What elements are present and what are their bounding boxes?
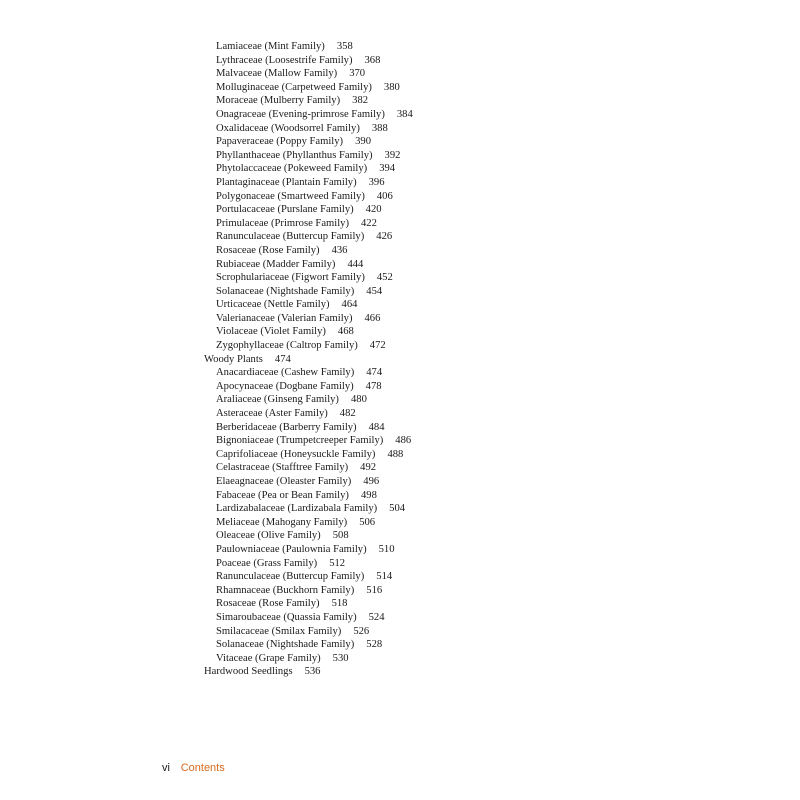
- toc-entry-title: Lardizabalaceae (Lardizabala Family): [216, 503, 378, 515]
- toc-entry-title: Zygophyllaceae (Caltrop Family): [216, 340, 358, 352]
- toc-entry-title: Moraceae (Mulberry Family): [216, 95, 341, 107]
- toc-entry-page: 406: [376, 190, 393, 202]
- toc-entry-title: Woody Plants: [204, 353, 263, 365]
- toc-entry[interactable]: [204, 366, 413, 380]
- toc-entry-title: Asteraceae (Aster Family): [216, 408, 328, 420]
- toc-entry[interactable]: [204, 611, 413, 625]
- toc-entry-title: Papaveraceae (Poppy Family): [216, 136, 344, 148]
- toc-entry-page: 496: [363, 476, 380, 487]
- toc-entry-title: Hardwood Seedlings: [204, 666, 293, 678]
- toc-entry-title: Elaeagnaceae (Oleaster Family): [216, 476, 352, 487]
- toc-entry-title: Celastraceae (Stafftree Family): [216, 462, 349, 474]
- toc-entry-page: 384: [396, 108, 413, 120]
- toc-entry-page: 394: [379, 163, 396, 175]
- toc-entry-page: 514: [376, 571, 393, 583]
- toc-entry-page: 530: [332, 652, 349, 664]
- page-footer: [162, 762, 225, 774]
- toc-entry-title: Oxalidaceae (Woodsorrel Family): [216, 122, 360, 134]
- toc-entry-page: 484: [368, 421, 385, 433]
- toc-entry-page: 422: [360, 217, 377, 229]
- toc-entry-title: Rhamnaceae (Buckhorn Family): [216, 584, 355, 596]
- toc-entry-page: 472: [369, 340, 386, 352]
- toc-entry-title: Vitaceae (Grape Family): [216, 652, 321, 664]
- toc-entry[interactable]: [204, 502, 413, 516]
- toc-entry-title: Ranunculaceae (Buttercup Family): [216, 571, 365, 583]
- toc-entry-page: 358: [336, 41, 353, 52]
- toc-entry-title: Anacardiaceae (Cashew Family): [216, 367, 355, 379]
- toc-entry[interactable]: [204, 54, 413, 68]
- toc-entry[interactable]: [204, 312, 413, 326]
- toc-entry-page: 444: [347, 258, 364, 270]
- toc-entry[interactable]: [204, 393, 413, 407]
- toc-entry-title: Malvaceae (Mallow Family): [216, 68, 338, 80]
- toc-entry-page: 482: [339, 408, 356, 420]
- toc-entry-title: Valerianaceae (Valerian Family): [216, 312, 353, 324]
- toc-entry[interactable]: [204, 122, 413, 136]
- toc-entry[interactable]: [204, 570, 413, 584]
- toc-entry[interactable]: [204, 244, 413, 258]
- toc-section-entry[interactable]: [204, 353, 413, 367]
- toc-entry-title: Violaceae (Violet Family): [216, 326, 326, 338]
- toc-entry[interactable]: [204, 94, 413, 108]
- toc-entry[interactable]: [204, 108, 413, 122]
- toc-entry-title: Oleaceae (Olive Family): [216, 530, 321, 542]
- toc-entry-page: 528: [366, 639, 383, 651]
- toc-entry[interactable]: [204, 529, 413, 543]
- toc-entry-page: 516: [366, 584, 383, 596]
- toc-entry-page: 466: [364, 312, 381, 324]
- toc-entry-title: Rosaceae (Rose Family): [216, 598, 320, 610]
- toc-entry-page: 506: [359, 516, 376, 528]
- toc-entry-page: 526: [353, 625, 370, 637]
- toc-entry-title: Bignoniaceae (Trumpetcreeper Family): [216, 435, 384, 447]
- toc-entry-page: 464: [341, 299, 358, 311]
- toc-entry-page: 492: [360, 462, 377, 474]
- toc-entry-page: 518: [331, 598, 348, 610]
- toc-entry[interactable]: [204, 652, 413, 666]
- toc-entry-title: Solanaceae (Nightshade Family): [216, 639, 355, 651]
- toc-entry-page: 488: [387, 448, 404, 460]
- toc-entry-page: 474: [274, 353, 291, 365]
- toc-entry-page: 536: [304, 666, 321, 678]
- toc-entry[interactable]: [204, 516, 413, 530]
- toc-entry-page: 498: [360, 489, 377, 501]
- toc-entry[interactable]: [204, 407, 413, 421]
- toc-entry[interactable]: [204, 135, 413, 149]
- toc-entry-title: Polygonaceae (Smartweed Family): [216, 190, 365, 202]
- toc-entry[interactable]: [204, 625, 413, 639]
- toc-entry[interactable]: [204, 298, 413, 312]
- toc-entry-page: 478: [365, 380, 382, 392]
- toc-entry-title: Urticaceae (Nettle Family): [216, 299, 330, 311]
- toc-entry[interactable]: [204, 543, 413, 557]
- toc-entry-title: Poaceae (Grass Family): [216, 557, 318, 569]
- toc-entry-title: Phyllanthaceae (Phyllanthus Family): [216, 149, 373, 161]
- toc-entry-title: Simaroubaceae (Quassia Family): [216, 611, 357, 623]
- toc-entry[interactable]: [204, 162, 413, 176]
- toc-entry-page: 390: [355, 136, 371, 148]
- toc-entry-page: 524: [368, 611, 385, 623]
- toc-entry[interactable]: [204, 489, 413, 503]
- toc-entry[interactable]: [204, 448, 413, 462]
- toc-entry-page: 474: [366, 367, 383, 379]
- toc-entry-page: 504: [389, 503, 406, 515]
- toc-entry-page: 454: [366, 285, 383, 297]
- toc-entry-title: Primulaceae (Primrose Family): [216, 217, 349, 229]
- toc-entry-page: 388: [371, 122, 388, 134]
- toc-entry-title: Apocynaceae (Dogbane Family): [216, 380, 354, 392]
- toc-entry-page: 512: [329, 557, 346, 569]
- toc-entry[interactable]: [204, 176, 413, 190]
- toc-entry[interactable]: [204, 434, 413, 448]
- toc-entry-title: Rosaceae (Rose Family): [216, 244, 320, 256]
- toc-entry[interactable]: [204, 271, 413, 285]
- running-head: Contents: [180, 762, 225, 774]
- toc-entry-page: 380: [383, 81, 400, 93]
- toc-entry[interactable]: [204, 285, 413, 299]
- toc-entry[interactable]: [204, 339, 413, 353]
- toc-entry[interactable]: [204, 203, 413, 217]
- toc-entry-page: 396: [368, 176, 385, 188]
- toc-entry[interactable]: [204, 67, 413, 81]
- toc-entry-page: 486: [395, 435, 412, 447]
- toc-entry-page: 508: [332, 530, 349, 542]
- toc-entry[interactable]: [204, 557, 413, 571]
- toc-entry-page: 436: [331, 244, 348, 256]
- table-of-contents: [204, 40, 413, 679]
- toc-entry[interactable]: [204, 421, 413, 435]
- toc-entry[interactable]: [204, 380, 413, 394]
- toc-entry-page: 480: [350, 394, 367, 406]
- toc-entry-page: 368: [364, 54, 381, 66]
- toc-entry[interactable]: [204, 597, 413, 611]
- toc-section-entry[interactable]: [204, 665, 413, 679]
- toc-entry-title: Lamiaceae (Mint Family): [216, 41, 325, 52]
- toc-entry-title: Molluginaceae (Carpetweed Family): [216, 81, 372, 93]
- toc-entry[interactable]: [204, 81, 413, 95]
- toc-entry-title: Portulacaceae (Purslane Family): [216, 204, 354, 216]
- toc-entry[interactable]: [204, 230, 413, 244]
- toc-entry-title: Meliaceae (Mahogany Family): [216, 516, 348, 528]
- toc-entry-page: 392: [384, 149, 401, 161]
- toc-entry[interactable]: [204, 475, 413, 489]
- toc-entry-title: Berberidaceae (Barberry Family): [216, 421, 357, 433]
- toc-entry-title: Plantaginaceae (Plantain Family): [216, 176, 357, 188]
- toc-entry-title: Araliaceae (Ginseng Family): [216, 394, 339, 406]
- toc-entry-title: Caprifoliaceae (Honeysuckle Family): [216, 448, 376, 460]
- toc-entry-title: Phytolaccaceae (Pokeweed Family): [216, 163, 368, 175]
- page-number: vi: [162, 762, 170, 774]
- toc-entry-page: 426: [376, 231, 393, 243]
- toc-entry-page: 420: [365, 204, 382, 216]
- toc-entry[interactable]: [204, 584, 413, 598]
- toc-entry[interactable]: [204, 190, 413, 204]
- toc-entry-page: 382: [352, 95, 369, 107]
- toc-entry-page: 510: [378, 543, 395, 555]
- toc-entry-title: Paulowniaceae (Paulownia Family): [216, 543, 367, 555]
- toc-entry-title: Ranunculaceae (Buttercup Family): [216, 231, 365, 243]
- toc-entry-title: Onagraceae (Evening-primrose Family): [216, 108, 385, 120]
- toc-entry-page: 452: [376, 272, 393, 284]
- toc-entry-title: Fabaceae (Pea or Bean Family): [216, 489, 349, 501]
- toc-entry[interactable]: [204, 40, 413, 54]
- toc-entry-title: Smilacaceae (Smilax Family): [216, 625, 342, 637]
- toc-entry-title: Solanaceae (Nightshade Family): [216, 285, 355, 297]
- toc-entry[interactable]: [204, 149, 413, 163]
- toc-entry-title: Rubiaceae (Madder Family): [216, 258, 336, 270]
- toc-entry[interactable]: [204, 258, 413, 272]
- toc-entry-page: 468: [337, 326, 354, 338]
- toc-entry-page: 370: [349, 68, 366, 80]
- toc-entry-title: Scrophulariaceae (Figwort Family): [216, 272, 365, 284]
- toc-entry[interactable]: [204, 461, 413, 475]
- toc-entry-title: Lythraceae (Loosestrife Family): [216, 54, 353, 66]
- toc-entry[interactable]: [204, 638, 413, 652]
- toc-entry[interactable]: [204, 325, 413, 339]
- toc-entry[interactable]: [204, 217, 413, 231]
